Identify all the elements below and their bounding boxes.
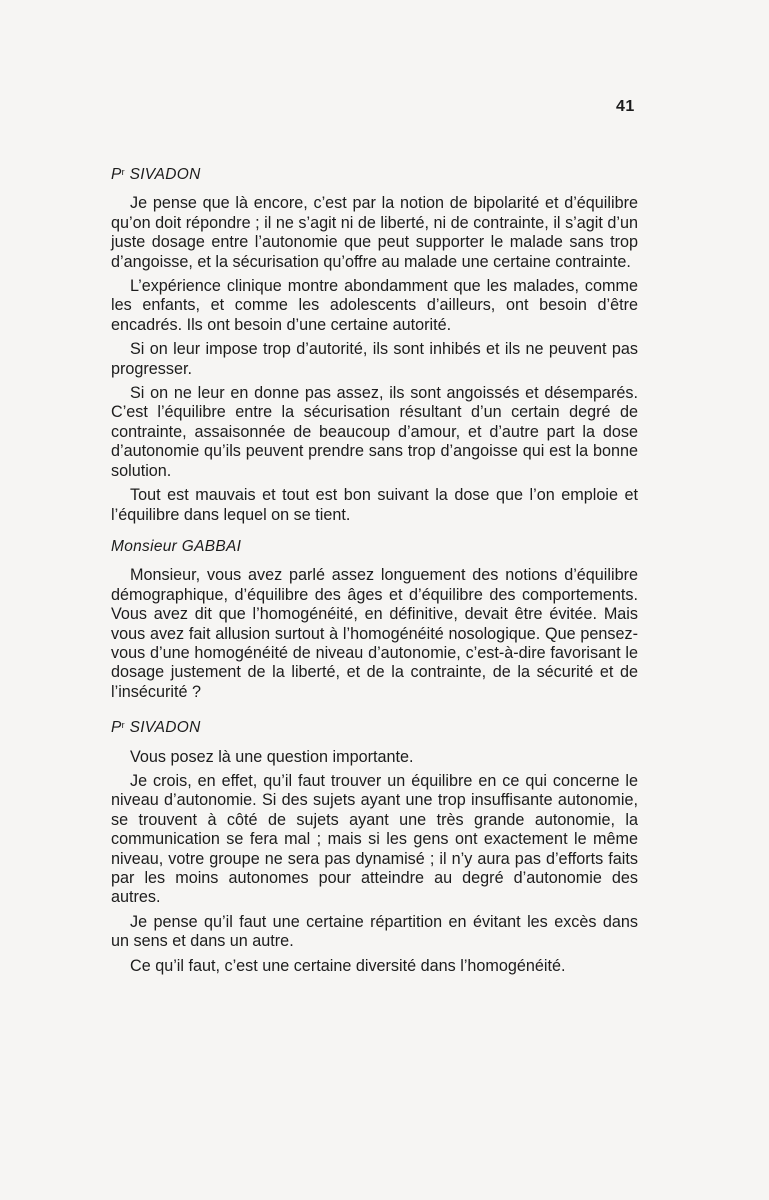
- paragraph: Je crois, en effet, qu’il faut trouver un équilibre en ce qui concerne le niveau d’autonomie. Si des sujets ayant une trop insuffisante autonomie, se trouvent à côté de sujets ayant une très grande autonomie, la communication se fera mal ; mais si les gens ont exactement le même niveau, votre groupe ne sera pas dynamisé ; il n’y aura pas d’efforts faits par les moins autonomes pour atteindre au degré d’autonomie des autres.: [111, 771, 638, 907]
- speaker-prefix: P: [111, 719, 122, 737]
- paragraph: Ce qu’il faut, c’est une certaine diversité dans l’homogénéité.: [130, 956, 566, 975]
- paragraph: Monsieur, vous avez parlé assez longuement des notions d’équilibre démographique, d’équilibre des âges et d’équilibre des comportements. Vous avez dit que l’homogénéité, en définitive, devait être évitée. Mais vous avez fait allusion surtout à l’homogénéité nosologique. Que pensez-vous d’une homogénéité de niveau d’autonomie, c’est-à-dire favorisant le dosage justement de la liberté, et de la contrainte, de la sécurité et de l’insécurité ?: [111, 566, 638, 701]
- speaker-prefix: Monsieur: [111, 537, 178, 555]
- speaker-name: SIVADON: [129, 719, 201, 737]
- paragraph: Si on leur impose trop d’autorité, ils sont inhibés et ils ne peuvent pas progresser.: [111, 340, 638, 378]
- speaker-prefix-sup: r: [121, 720, 125, 731]
- paragraph: Tout est mauvais et tout est bon suivant la dose que l’on emploie et l’équilibre dans lequel on se tient.: [111, 486, 638, 524]
- speaker-prefix: P: [111, 166, 122, 183]
- paragraph: Si on ne leur en donne pas assez, ils sont angoissés et désemparés. C’est l’équilibre entre la sécurisation résultant d’un certain degré de contrainte, assaisonnée de beaucoup d’amour, et d’autre part la dose d’autonomie qu’ils peuvent prendre sans trop d’angoisse qui est la bonne solution.: [111, 384, 638, 480]
- speaker-name: GABBAI: [181, 537, 242, 555]
- page-number: 41: [616, 98, 635, 115]
- paragraph: Je pense qu’il faut une certaine répartition en évitant les excès dans un sens et dans un autre.: [111, 912, 638, 951]
- speaker-heading: [111, 537, 638, 556]
- speaker-heading: [111, 716, 638, 737]
- paragraph: Je pense que là encore, c’est par la notion de bipolarité et d’équilibre qu’on doit répondre ; il ne s’agit ni de liberté, ni de contrainte, il s’agit d’un juste dosage entre l’autonomie que peut supporter le malade sans trop d’angoisse, et la sécurisation qu’offre au malade une certaine contrainte.: [111, 194, 638, 271]
- document-body: [111, 163, 638, 981]
- speaker-name: SIVADON: [129, 166, 201, 183]
- speaker-heading: [111, 163, 638, 184]
- paragraph: L’expérience clinique montre abondamment que les malades, comme les enfants, et comme les adolescents d’ailleurs, ont besoin d’être encadrés. Ils ont besoin d’une certaine autorité.: [111, 277, 638, 334]
- paragraph: Vous posez là une question importante.: [130, 747, 414, 766]
- speaker-prefix-sup: r: [121, 167, 125, 177]
